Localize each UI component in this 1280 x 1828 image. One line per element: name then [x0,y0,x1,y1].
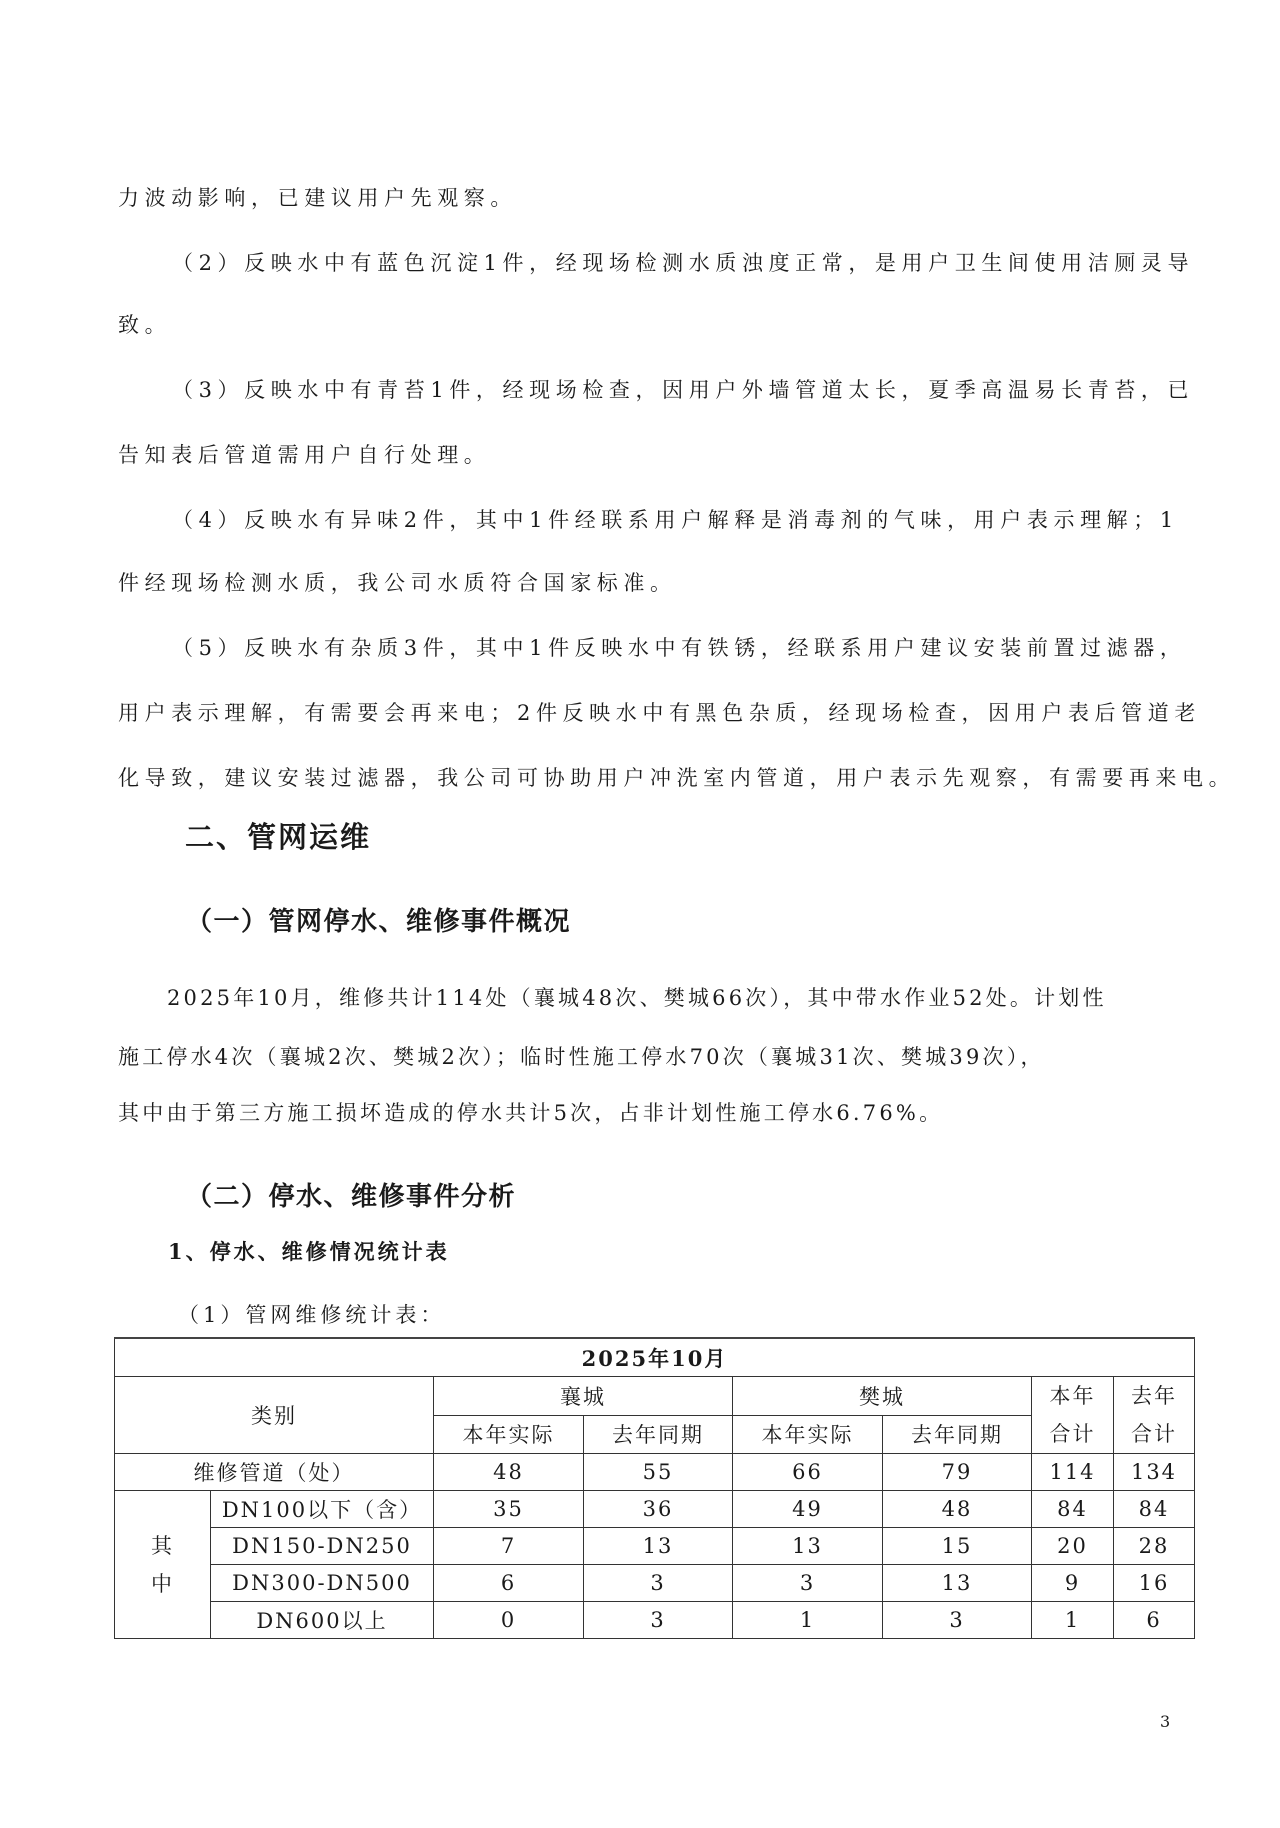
paragraph-line: 件经现场检测水质，我公司水质符合国家标准。 [118,571,677,595]
row-label: DN300-DN500 [211,1565,434,1602]
paragraph-line: （2）反映水中有蓝色沉淀1件，经现场检测水质浊度正常，是用户卫生间使用洁厕灵导 [172,251,1195,275]
cell: 13 [733,1528,883,1565]
paragraph-line: 告知表后管道需用户自行处理。 [118,443,491,467]
page-number: 3 [1160,1712,1171,1731]
table-row [115,1491,1195,1528]
total-last-year-header [1114,1377,1195,1454]
cell: 6 [434,1565,584,1602]
category-header: 类别 [115,1377,434,1454]
paragraph-line: 力波动影响，已建议用户先观察。 [118,186,517,210]
cell: 0 [434,1602,584,1639]
cell: 9 [1032,1565,1114,1602]
header-line: 去年 [1131,1384,1177,1408]
cell: 1 [733,1602,883,1639]
cell: 13 [883,1565,1032,1602]
cell: 36 [584,1491,733,1528]
cell: 84 [1114,1491,1195,1528]
group-label-char: 其 [151,1533,174,1558]
cell: 3 [883,1602,1032,1639]
paragraph-line: （3）反映水中有青苔1件，经现场检查，因用户外墙管道太长，夏季高温易长青苔，已 [172,378,1195,402]
paragraph-line: 其中由于第三方施工损坏造成的停水共计5次，占非计划性施工停水6.76%。 [118,1101,944,1125]
cell: 84 [1032,1491,1114,1528]
group-label-char: 中 [151,1571,174,1596]
cell: 6 [1114,1602,1195,1639]
header-line: 合计 [1049,1422,1096,1446]
item-heading: 1、停水、维修情况统计表 [168,1239,450,1264]
cell: 35 [434,1491,584,1528]
paragraph-line: （5）反映水有杂质3件，其中1件反映水中有铁锈，经联系用户建议安装前置过滤器， [172,636,1187,660]
row-label: 维修管道（处） [115,1454,434,1491]
cell: 15 [883,1528,1032,1565]
cell: 49 [733,1491,883,1528]
paragraph-line: 化导致，建议安装过滤器，我公司可协助用户冲洗室内管道，用户表示先观察，有需要再来电。 [118,766,1236,790]
sub-header: 去年同期 [584,1415,733,1454]
cell: 1 [1032,1602,1114,1639]
total-this-year-header [1032,1377,1114,1454]
table-row [115,1565,1195,1602]
subsection-heading: （二）停水、维修事件分析 [186,1182,517,1212]
row-label: DN150-DN250 [211,1528,434,1565]
cell: 79 [883,1454,1032,1491]
table-caption: （1）管网维修统计表： [178,1303,446,1327]
group-header-xiangcheng: 襄城 [434,1377,733,1416]
paragraph-line: 致。 [118,313,172,337]
table-row [115,1528,1195,1565]
cell: 7 [434,1528,584,1565]
cell: 48 [883,1491,1032,1528]
cell: 3 [733,1565,883,1602]
table-title: 2025年10月 [115,1338,1195,1377]
sub-header: 本年实际 [733,1415,883,1454]
cell: 134 [1114,1454,1195,1491]
subsection-heading: （一）管网停水、维修事件概况 [186,907,572,937]
cell: 3 [584,1602,733,1639]
group-label [115,1491,211,1639]
sub-header: 去年同期 [883,1415,1032,1454]
header-line: 合计 [1131,1422,1177,1446]
row-label: DN600以上 [211,1602,434,1639]
paragraph-line: 施工停水4次（襄城2次、樊城2次）；临时性施工停水70次（襄城31次、樊城39次）， [118,1045,1045,1069]
section-heading: 二、管网运维 [185,820,372,854]
paragraph-line: 2025年10月，维修共计114处（襄城48次、樊城66次），其中带水作业52处。计划性 [167,986,1107,1010]
cell: 20 [1032,1528,1114,1565]
cell: 55 [584,1454,733,1491]
cell: 66 [733,1454,883,1491]
paragraph-line: 用户表示理解，有需要会再来电；2件反映水中有黑色杂质，经现场检查，因用户表后管道老 [118,701,1201,725]
paragraph-line: （4）反映水有异味2件，其中1件经联系用户解释是消毒剂的气味，用户表示理解；1 [172,508,1179,532]
row-label: DN100以下（含） [211,1491,434,1528]
cell: 16 [1114,1565,1195,1602]
header-line: 本年 [1049,1384,1096,1408]
cell: 3 [584,1565,733,1602]
table-row [115,1454,1195,1491]
group-header-fancheng: 樊城 [733,1377,1032,1416]
cell: 114 [1032,1454,1114,1491]
cell: 48 [434,1454,584,1491]
sub-header: 本年实际 [434,1415,584,1454]
cell: 28 [1114,1528,1195,1565]
maintenance-stats-table [114,1337,1195,1639]
cell: 13 [584,1528,733,1565]
table-row [115,1602,1195,1639]
